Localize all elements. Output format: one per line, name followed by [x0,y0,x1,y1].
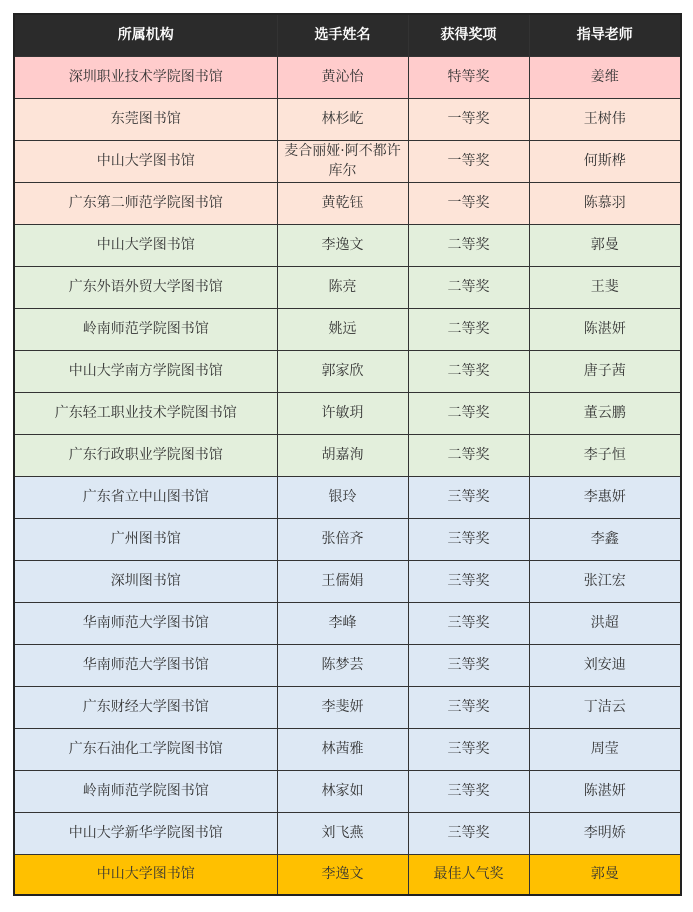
cell-mentor: 陈湛妍 [529,308,681,350]
cell-organization: 广东第二师范学院图书馆 [14,182,277,224]
cell-award: 最佳人气奖 [408,854,529,895]
cell-contestant-name: 姚远 [277,308,408,350]
cell-award: 二等奖 [408,350,529,392]
table-row [14,308,681,350]
table-row [14,266,681,308]
cell-mentor: 姜维 [529,56,681,98]
cell-mentor: 何斯桦 [529,140,681,182]
cell-contestant-name: 李斐妍 [277,686,408,728]
table-row [14,476,681,518]
cell-mentor: 郭曼 [529,854,681,895]
table-row [14,854,681,895]
cell-award: 二等奖 [408,224,529,266]
cell-contestant-name: 林家如 [277,770,408,812]
cell-organization: 广东省立中山图书馆 [14,476,277,518]
table-row [14,770,681,812]
cell-contestant-name: 李逸文 [277,224,408,266]
cell-mentor: 张江宏 [529,560,681,602]
cell-organization: 广东财经大学图书馆 [14,686,277,728]
cell-mentor: 李鑫 [529,518,681,560]
cell-award: 一等奖 [408,140,529,182]
cell-award: 三等奖 [408,476,529,518]
table-row [14,686,681,728]
header-row [14,14,681,56]
cell-contestant-name: 黄沁怡 [277,56,408,98]
table-row [14,518,681,560]
cell-award: 二等奖 [408,434,529,476]
cell-mentor: 郭曼 [529,224,681,266]
cell-contestant-name: 林茜雅 [277,728,408,770]
cell-contestant-name: 麦合丽娅·阿不都许库尔 [277,140,408,182]
cell-mentor: 周莹 [529,728,681,770]
cell-organization: 广东石油化工学院图书馆 [14,728,277,770]
cell-organization: 岭南师范学院图书馆 [14,770,277,812]
table-row [14,56,681,98]
cell-organization: 中山大学图书馆 [14,140,277,182]
cell-contestant-name: 黄乾钰 [277,182,408,224]
table-row [14,224,681,266]
cell-award: 一等奖 [408,98,529,140]
cell-mentor: 王斐 [529,266,681,308]
table-row [14,602,681,644]
cell-contestant-name: 银玲 [277,476,408,518]
cell-award: 三等奖 [408,812,529,854]
cell-award: 二等奖 [408,308,529,350]
table-row [14,392,681,434]
awards-table [13,13,682,896]
cell-contestant-name: 许敏玥 [277,392,408,434]
cell-award: 二等奖 [408,266,529,308]
cell-mentor: 董云鹏 [529,392,681,434]
header-mentor: 指导老师 [529,14,681,56]
header-contestant-name: 选手姓名 [277,14,408,56]
table-row [14,350,681,392]
cell-mentor: 李明娇 [529,812,681,854]
cell-organization: 中山大学新华学院图书馆 [14,812,277,854]
table-row [14,644,681,686]
header-award: 获得奖项 [408,14,529,56]
awards-table-container [13,13,680,896]
cell-contestant-name: 李逸文 [277,854,408,895]
table-row [14,728,681,770]
cell-organization: 广东外语外贸大学图书馆 [14,266,277,308]
cell-award: 三等奖 [408,518,529,560]
table-row [14,812,681,854]
cell-organization: 华南师范大学图书馆 [14,644,277,686]
cell-contestant-name: 林杉屹 [277,98,408,140]
cell-organization: 华南师范大学图书馆 [14,602,277,644]
cell-organization: 中山大学图书馆 [14,854,277,895]
cell-contestant-name: 刘飞燕 [277,812,408,854]
cell-organization: 深圳图书馆 [14,560,277,602]
cell-mentor: 陈湛妍 [529,770,681,812]
cell-award: 三等奖 [408,560,529,602]
cell-mentor: 王树伟 [529,98,681,140]
cell-contestant-name: 胡嘉洵 [277,434,408,476]
cell-organization: 中山大学图书馆 [14,224,277,266]
cell-mentor: 洪超 [529,602,681,644]
cell-organization: 深圳职业技术学院图书馆 [14,56,277,98]
cell-contestant-name: 王儒娟 [277,560,408,602]
cell-award: 三等奖 [408,602,529,644]
cell-award: 三等奖 [408,770,529,812]
cell-organization: 广州图书馆 [14,518,277,560]
cell-contestant-name: 陈梦芸 [277,644,408,686]
cell-mentor: 李子恒 [529,434,681,476]
table-body [14,56,681,895]
cell-award: 二等奖 [408,392,529,434]
cell-contestant-name: 张倍齐 [277,518,408,560]
cell-contestant-name: 郭家欣 [277,350,408,392]
table-row [14,140,681,182]
cell-award: 三等奖 [408,728,529,770]
header-organization: 所属机构 [14,14,277,56]
cell-award: 特等奖 [408,56,529,98]
cell-mentor: 唐子茜 [529,350,681,392]
cell-organization: 岭南师范学院图书馆 [14,308,277,350]
table-row [14,434,681,476]
cell-mentor: 刘安迪 [529,644,681,686]
cell-mentor: 丁洁云 [529,686,681,728]
cell-contestant-name: 李峰 [277,602,408,644]
cell-organization: 东莞图书馆 [14,98,277,140]
cell-organization: 广东轻工职业技术学院图书馆 [14,392,277,434]
cell-award: 一等奖 [408,182,529,224]
table-row [14,98,681,140]
cell-award: 三等奖 [408,686,529,728]
cell-mentor: 陈慕羽 [529,182,681,224]
table-row [14,560,681,602]
cell-mentor: 李惠妍 [529,476,681,518]
cell-organization: 中山大学南方学院图书馆 [14,350,277,392]
table-header [14,14,681,56]
cell-contestant-name: 陈亮 [277,266,408,308]
table-row [14,182,681,224]
cell-award: 三等奖 [408,644,529,686]
cell-organization: 广东行政职业学院图书馆 [14,434,277,476]
